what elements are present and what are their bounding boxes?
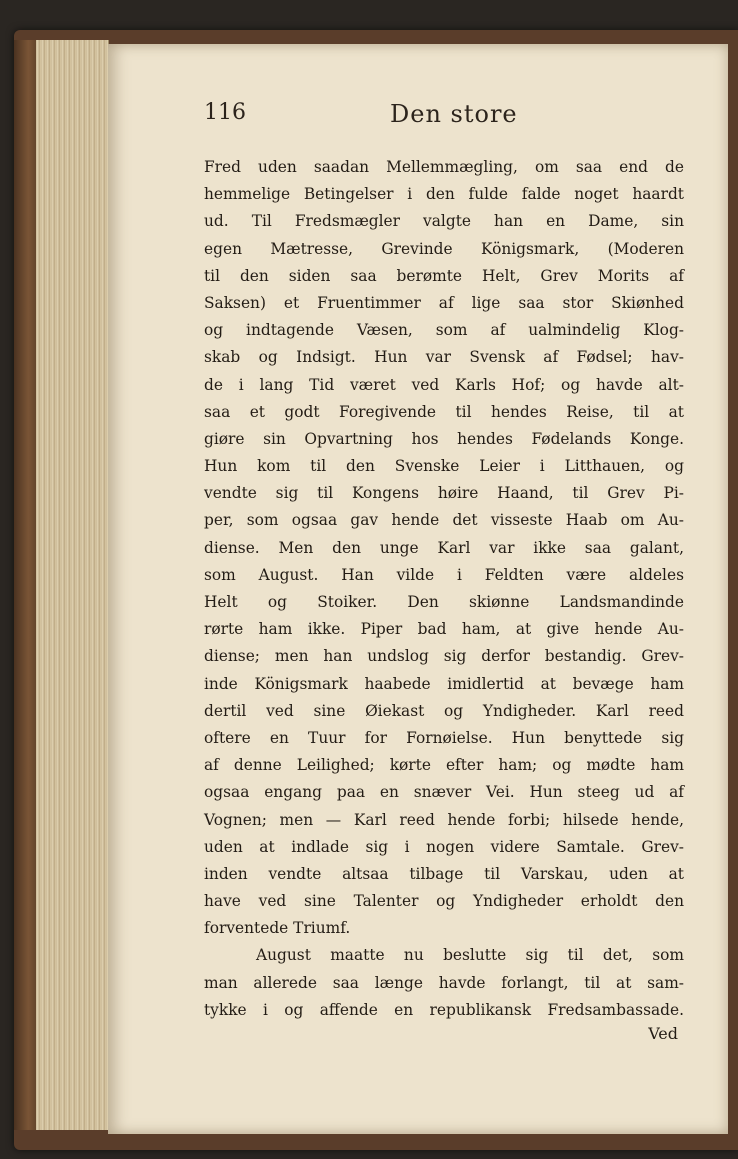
text-line: Fred uden saadan Mellemmægling, om saa end de [204, 158, 684, 176]
text-line: per, som ogsaa gav hende det visseste Haab om Au- [204, 511, 684, 530]
catchword: Ved [648, 1024, 678, 1043]
text-line: hemmelige Betingelser i den fulde falde noget haardt [204, 185, 684, 204]
text-line: forventede Triumf. [204, 919, 351, 938]
text-line: Vognen; men — Karl reed hende forbi; hilsede hende, [204, 810, 684, 829]
book-spine [14, 40, 38, 1130]
text-line: skab og Indsigt. Hun var Svensk af Fødsel; hav- [204, 348, 684, 367]
text-line: som August. Han vilde i Feldten være aldeles [204, 565, 684, 584]
text-line: inde Königsmark haabede imidlertid at bevæge ham [204, 674, 684, 693]
text-line: oftere en Tuur for Fornøielse. Hun benyttede sig [204, 728, 684, 747]
text-line: man allerede saa længe havde forlangt, til at sam- [204, 973, 684, 992]
text-line: af denne Leilighed; kørte efter ham; og mødte ham [204, 756, 684, 775]
text-line: inden vendte altsaa tilbage til Varskau, uden at [204, 864, 684, 883]
text-line: Saksen) et Fruentimmer af lige saa stor Skiønhed [204, 293, 684, 312]
text-line: diense; men han undslog sig derfor bestandig. Grev- [204, 647, 684, 666]
text-line: diense. Men den unge Karl var ikke saa galant, [204, 538, 684, 557]
text-line: rørte ham ikke. Piper bad ham, at give hende Au- [204, 620, 684, 639]
running-head: Den store [390, 100, 518, 128]
text-line: have ved sine Talenter og Yndigheder erholdt den [204, 892, 684, 911]
text-line: dertil ved sine Øiekast og Yndigheder. Karl reed [204, 701, 684, 720]
text-line: Helt og Stoiker. Den skiønne Landsmandinde [204, 593, 684, 611]
text-line: August maatte nu beslutte sig til det, som [256, 946, 684, 965]
book-page [108, 44, 728, 1134]
text-line: de i lang Tid været ved Karls Hof; og havde alt- [204, 375, 684, 394]
body-text [204, 154, 684, 1024]
text-line: giøre sin Opvartning hos hendes Fødelands Konge. [204, 429, 684, 448]
page-number: 116 [204, 100, 246, 125]
text-line: ud. Til Fredsmægler valgte han en Dame, sin [204, 212, 684, 231]
text-line: og indtagende Væsen, som af ualmindelig Klog- [204, 321, 684, 340]
text-line: Hun kom til den Svenske Leier i Litthauen, og [204, 457, 684, 476]
text-line: til den siden saa berømte Helt, Grev Morits af [204, 266, 684, 285]
page-header [204, 100, 704, 134]
text-line: saa et godt Foregivende til hendes Reise, til at [204, 402, 684, 421]
text-line: egen Mætresse, Grevinde Königsmark, (Moderen [204, 239, 684, 258]
text-line: vendte sig til Kongens høire Haand, til Grev Pi- [204, 484, 684, 503]
text-line: ogsaa engang paa en snæver Vei. Hun steeg ud af [204, 783, 684, 802]
page-edges [36, 40, 109, 1130]
text-line: uden at indlade sig i nogen videre Samtale. Grev- [204, 837, 684, 856]
text-line: tykke i og affende en republikansk Fredsambassade. [204, 1000, 684, 1019]
